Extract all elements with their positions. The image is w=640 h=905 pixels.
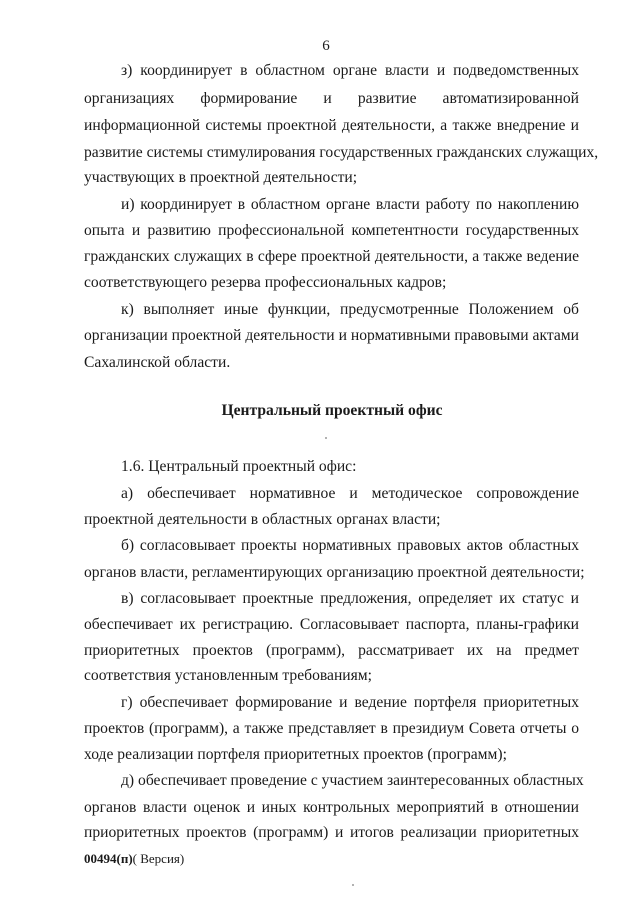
paragraph-z-line-2: организациях формирование и развитие автоматизированной [84,90,579,107]
paragraph-z-line-3: информационной системы проектной деятельности, а также внедрение и [84,117,579,134]
page-number: 6 [322,38,330,54]
paragraph-d-line-3: приоритетных проектов (программ) и итогов реализации приоритетных [84,824,579,841]
paragraph-v-line-1: в) согласовывает проектные предложения, определяет их статус и [121,590,579,607]
paragraph-k-line-1: к) выполняет иные функции, предусмотренные Положением об [121,301,579,318]
document-footer [84,851,184,867]
paragraph-z-line-1: з) координирует в областном органе власти и подведомственных [121,62,579,79]
paragraph-d-line-2: органов власти оценок и иных контрольных мероприятий в отношении [84,799,579,816]
paragraph-i-line-4: соответствующего резерва профессиональных кадров; [84,274,447,291]
paragraph-v-line-2: обеспечивает их регистрацию. Согласовывает паспорта, планы-графики [84,616,579,633]
footer-version: ( Версия) [132,851,185,866]
scan-speck [352,884,354,886]
paragraph-z-line-5: участвующих в проектной деятельности; [84,169,358,186]
paragraph-i-line-1: и) координирует в областном органе власти работу по накоплению [121,196,579,213]
paragraph-k-line-3: Сахалинской области. [84,354,231,371]
paragraph-g-line-1: г) обеспечивает формирование и ведение портфеля приоритетных [121,694,579,711]
paragraph-b-line-2: органов власти, регламентирующих организацию проектной деятельности; [84,564,585,581]
section-heading: Центральный проектный офис [221,402,443,419]
paragraph-g-line-2: проектов (программ), а также представляет в президиум Совета отчеты о [84,720,579,737]
paragraph-i-line-3: гражданских служащих в сфере проектной деятельности, а также ведение [84,248,579,265]
paragraph-b-line-1: б) согласовывает проекты нормативных правовых актов областных [121,537,579,554]
paragraph-d-line-1: д) обеспечивает проведение с участием заинтересованных областных [121,772,584,789]
paragraph-a-line-2: проектной деятельности в областных органах власти; [84,511,441,528]
paragraph-g-line-3: ходе реализации портфеля приоритетных проектов (программ); [84,746,507,763]
paragraph-z-line-4: развитие системы стимулирования государственных гражданских служащих, [84,144,599,161]
paragraph-a-line-1: а) обеспечивает нормативное и методическое сопровождение [121,485,579,502]
paragraph-1-6-line-1: 1.6. Центральный проектный офис: [121,458,357,475]
scan-speck [325,437,327,439]
paragraph-k-line-2: организации проектной деятельности и нормативными правовыми актами [84,327,579,344]
paragraph-i-line-2: опыта и развитию профессиональной компетентности государственных [84,222,579,239]
paragraph-v-line-4: соответствия установленным требованиям; [84,667,373,684]
paragraph-v-line-3: приоритетных проектов (программ), рассматривает их на предмет [84,642,579,659]
footer-document-code: 00494(п) [84,851,133,866]
